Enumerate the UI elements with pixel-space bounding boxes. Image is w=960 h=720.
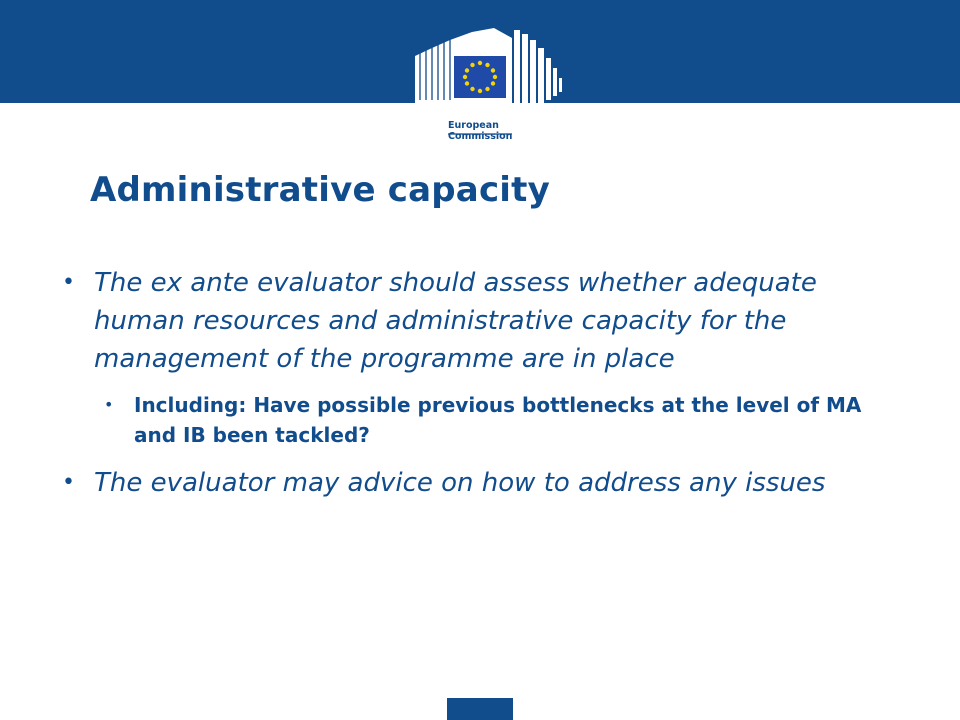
bullet-item — [56, 464, 896, 502]
bullet-text: The evaluator may advice on how to address any issues — [94, 468, 826, 498]
bullet-dot-icon: • — [62, 470, 75, 495]
bullet-item — [56, 264, 896, 378]
bullet-dot-icon: • — [62, 270, 75, 295]
footer-tab — [447, 698, 513, 720]
slide-title: Administrative capacity — [90, 170, 550, 210]
logo-wordmark — [448, 120, 568, 142]
sub-bullet-item — [96, 390, 896, 450]
european-commission-logo — [412, 18, 572, 142]
logo-line-2: Commission — [448, 131, 513, 142]
bullet-dot-icon: • — [104, 395, 114, 414]
bullet-text: The ex ante evaluator should assess whether adequate human resources and administrative capacity for the management of the programme are in place — [94, 268, 817, 374]
sub-bullet-text: Including: Have possible previous bottlenecks at the level of MA and IB been tackled? — [134, 393, 862, 447]
slide-body — [56, 264, 896, 514]
logo-line-1: European — [448, 120, 499, 131]
